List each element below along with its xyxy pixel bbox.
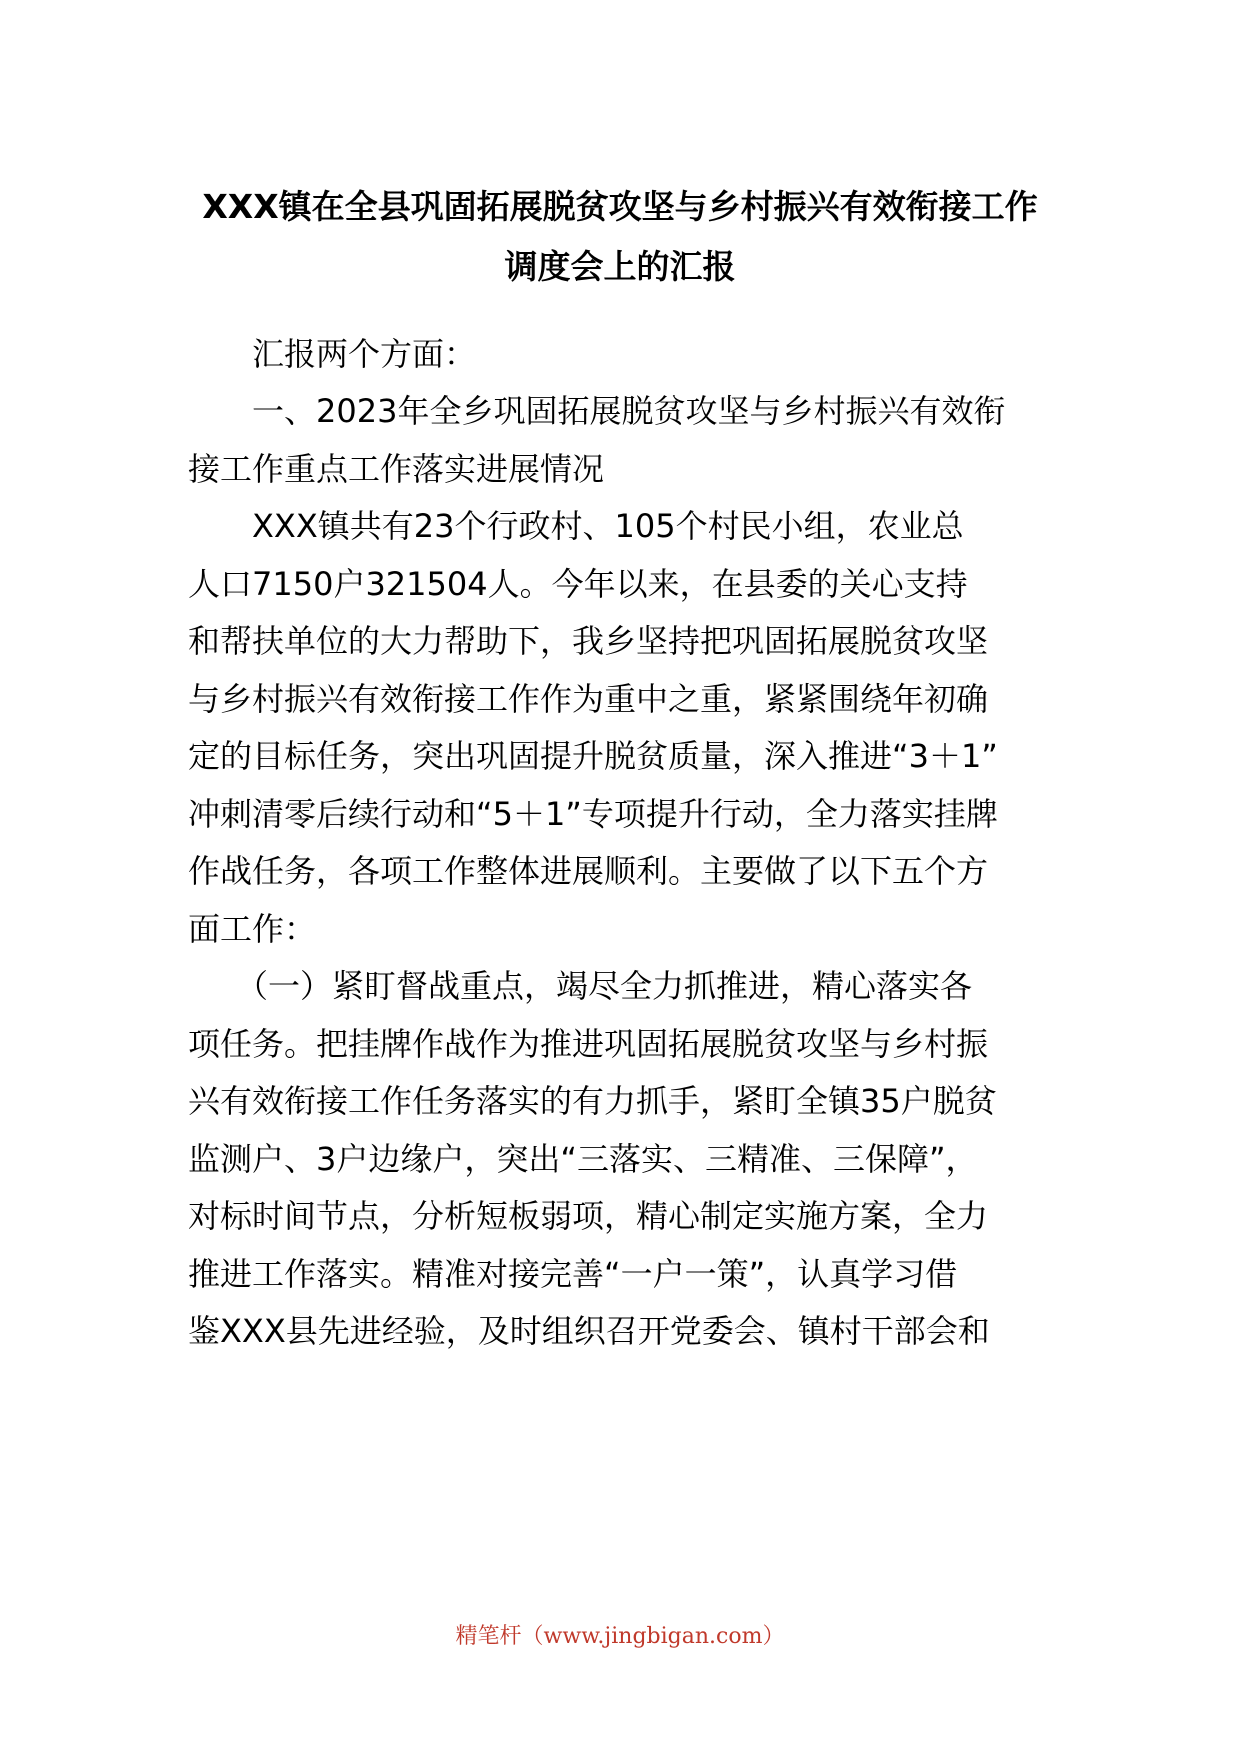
body-line: 兴有效衔接工作任务落实的有力抓手，紧盯全镇35户脱贫 [188,1082,997,1120]
body-line: 监测户、3户边缘户，突出“三落实、三精准、三保障”， [188,1140,978,1178]
body-line: 对标时间节点，分析短板弱项，精心制定实施方案，全力 [188,1197,989,1235]
body-line: 定的目标任务，突出巩固提升脱贫质量，深入推进“3＋1” [188,737,998,775]
body-line: 鉴XXX县先进经验，及时组织召开党委会、镇村干部会和 [188,1312,990,1350]
document-title-line-2: 调度会上的汇报 [504,247,736,286]
document-title-line-1: XXX镇在全县巩固拓展脱贫攻坚与乡村振兴有效衔接工作 [202,187,1038,226]
body-line: 面工作： [188,910,317,948]
body-line: 项任务。把挂牌作战作为推进巩固拓展脱贫攻坚与乡村振 [188,1025,989,1063]
footer-watermark: 精笔杆（www.jingbigan.com） [455,1624,785,1649]
body-line: 人口7150户321504人。今年以来，在县委的关心支持 [188,565,968,603]
body-line: 和帮扶单位的大力帮助下，我乡坚持把巩固拓展脱贫攻坚 [188,622,989,660]
body-line: （一）紧盯督战重点，竭尽全力抓推进，精心落实各 [188,967,973,1005]
body-line: 推进工作落实。精准对接完善“一户一策”，认真学习借 [188,1255,958,1293]
body-line: 接工作重点工作落实进展情况 [188,450,605,488]
body-line: 一、2023年全乡巩固拓展脱贫攻坚与乡村振兴有效衔 [188,392,1006,430]
body-line: 与乡村振兴有效衔接工作作为重中之重，紧紧围绕年初确 [188,680,989,718]
body-line: 汇报两个方面： [188,335,477,373]
body-line: XXX镇共有23个行政村、105个村民小组，农业总 [188,507,964,545]
body-line: 冲刺清零后续行动和“5＋1”专项提升行动，全力落实挂牌 [188,795,998,833]
body-line: 作战任务，各项工作整体进展顺利。主要做了以下五个方 [188,852,989,890]
